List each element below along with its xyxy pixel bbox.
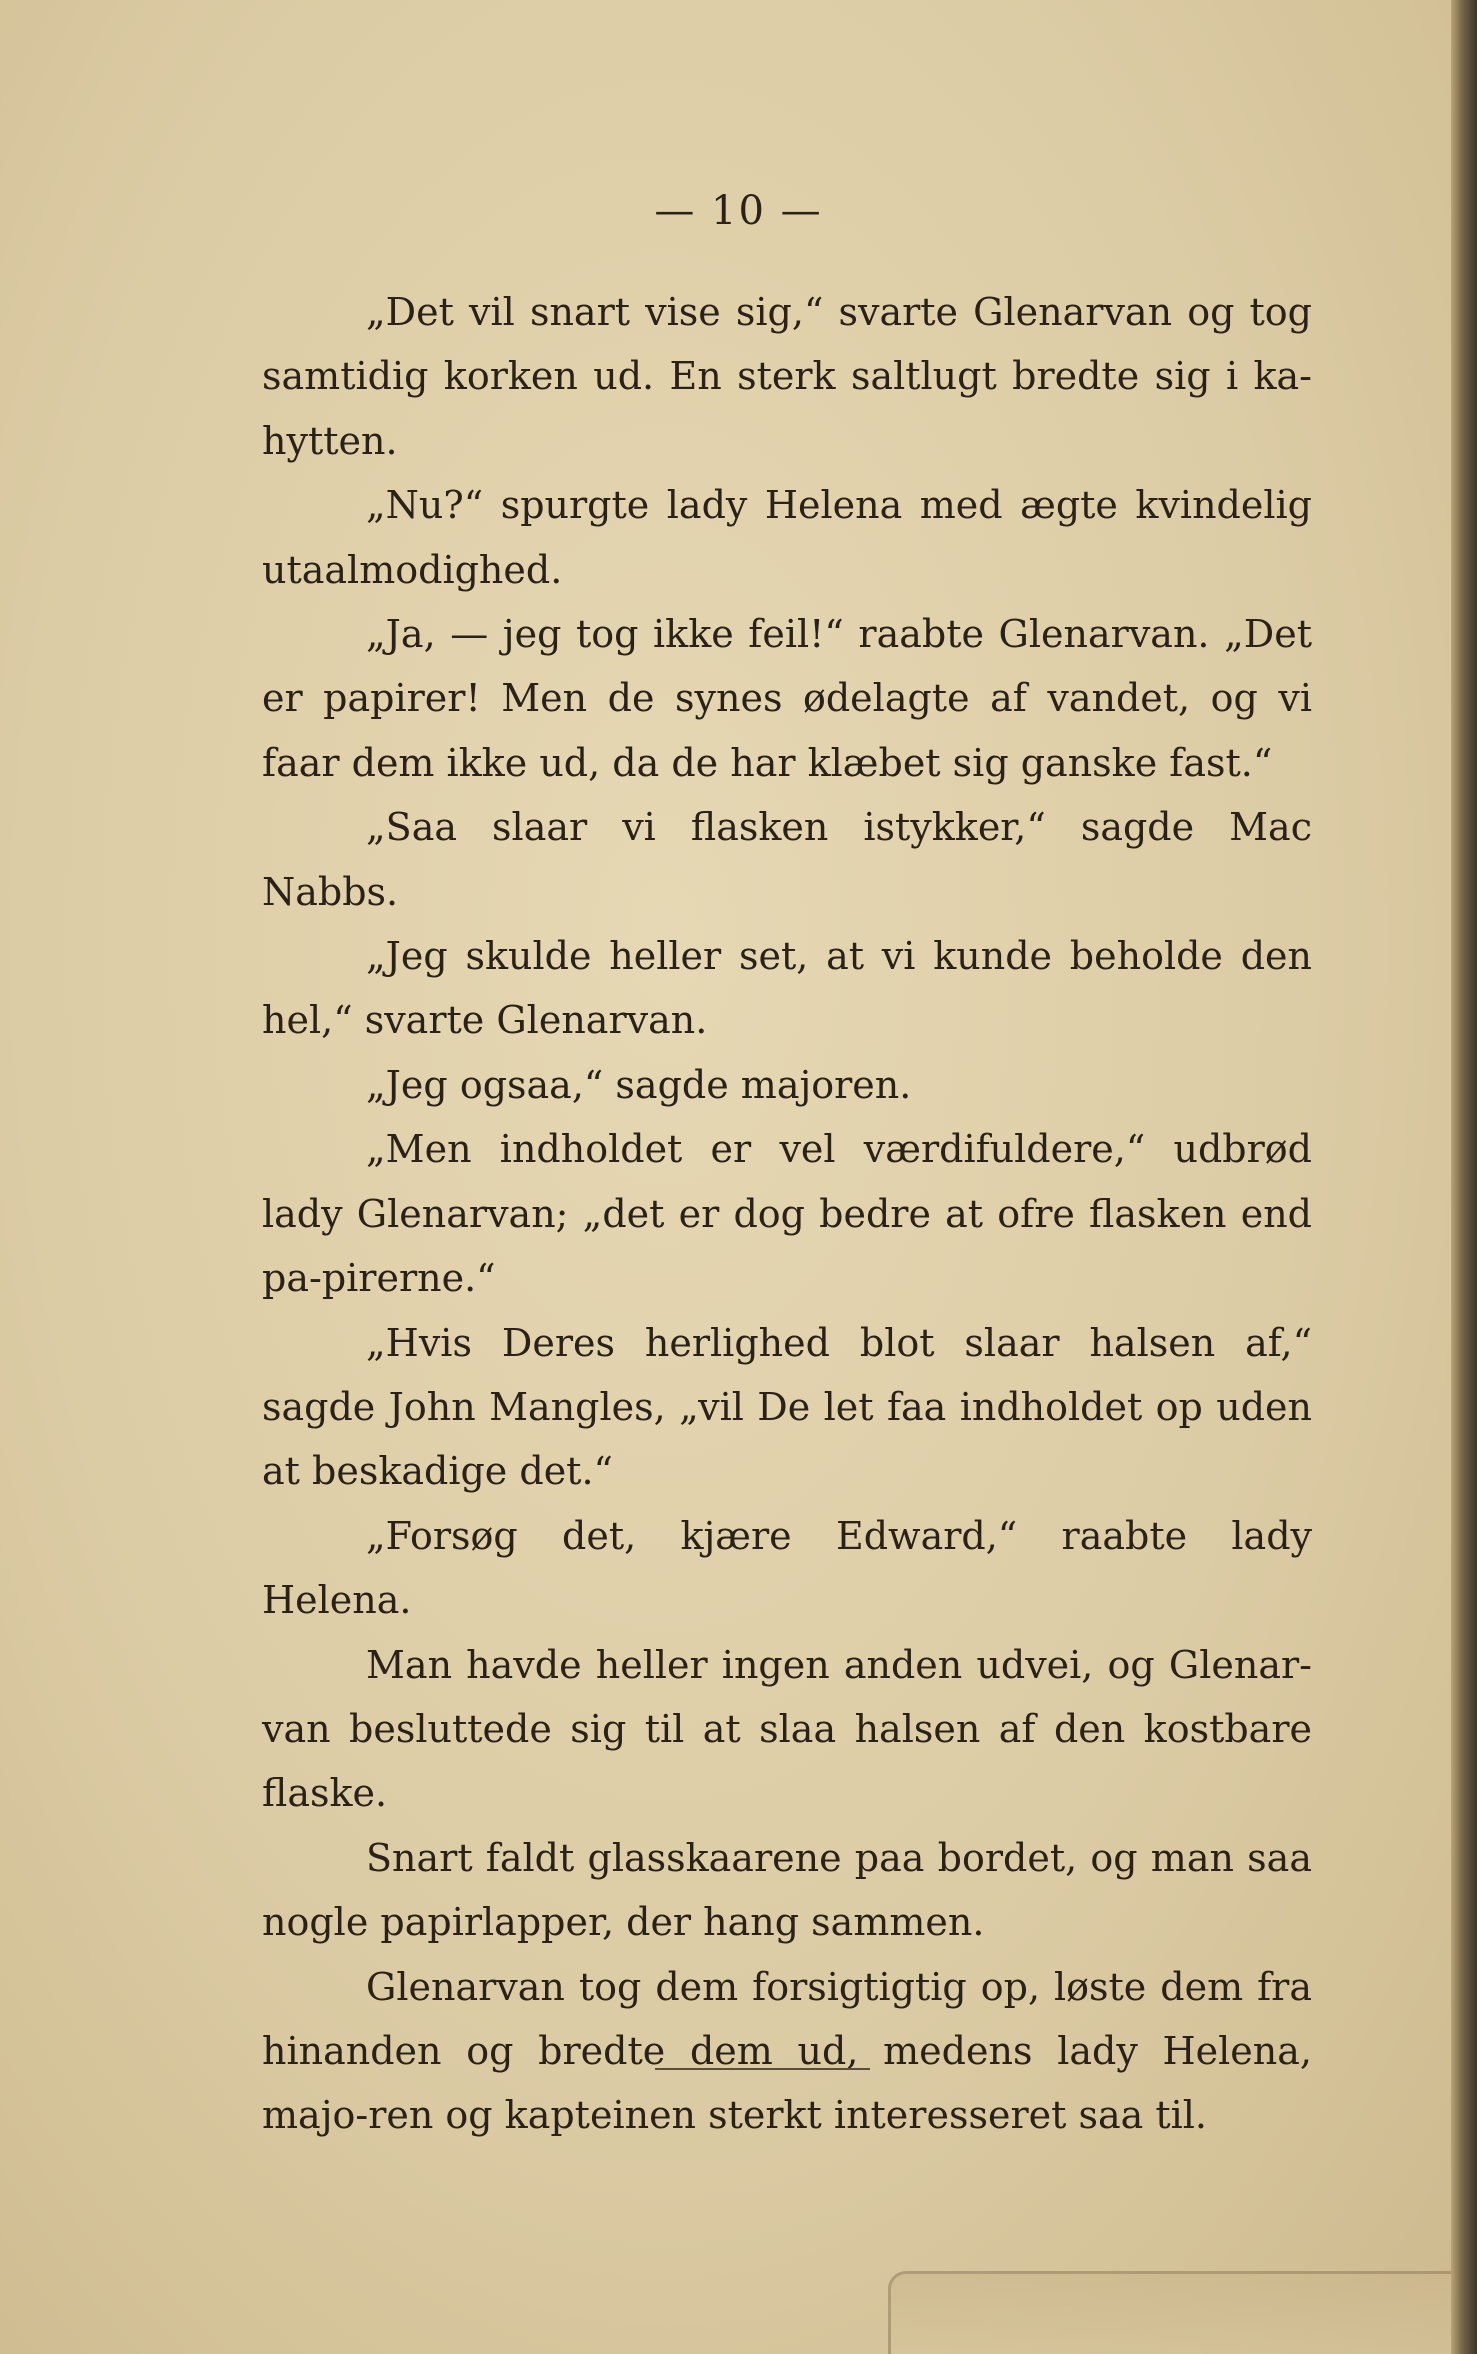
book-spine [1451,0,1477,2354]
page-number: — 10 — [654,188,823,234]
paragraph: Man havde heller ingen anden udvei, og Glenar-van besluttede sig til at slaa halsen af den kostbare flaske. [262,1642,1312,1816]
paragraph: „Hvis Deres herlighed blot slaar halsen af,“ sagde John Mangles, „vil De let faa indholdet op uden at beskadige det.“ [262,1320,1312,1494]
paragraph: „Saa slaar vi flasken istykker,“ sagde Mac Nabbs. [262,805,1312,914]
paragraph: „Ja, — jeg tog ikke feil!“ raabte Glenarvan. „Det er papirer! Men de synes ødelagte af vandet, og vi faar dem ikke ud, da de har klæbet sig ganske fast.“ [262,612,1312,785]
page-corner [888,2271,1451,2354]
paragraph: „Forsøg det, kjære Edward,“ raabte lady Helena. [262,1513,1312,1623]
paragraph: „Jeg ogsaa,“ sagde majoren. [366,1062,912,1107]
closing-rule [655,2068,870,2070]
paragraph: Glenarvan tog dem forsigtigtig op, løste dem fra hinanden og bredte dem ud, medens lady Helena, majo-ren og kapteinen sterkt interesseret saa til. [262,1964,1312,2138]
body-text [262,280,1312,2148]
paragraph: „Det vil snart vise sig,“ svarte Glenarvan og tog samtidig korken ud. En sterk saltlugt bredte sig i ka-hytten. [262,290,1312,463]
paragraph: „Men indholdet er vel værdifuldere,“ udbrød lady Glenarvan; „det er dog bedre at ofre flasken end pa-pirerne.“ [262,1127,1312,1301]
paragraph: Snart faldt glasskaarene paa bordet, og man saa nogle papirlapper, der hang sammen. [262,1835,1312,1945]
paragraph: „Jeg skulde heller set, at vi kunde beholde den hel,“ svarte Glenarvan. [262,934,1312,1043]
paragraph: „Nu?“ spurgte lady Helena med ægte kvindelig utaalmodighed. [262,483,1312,592]
